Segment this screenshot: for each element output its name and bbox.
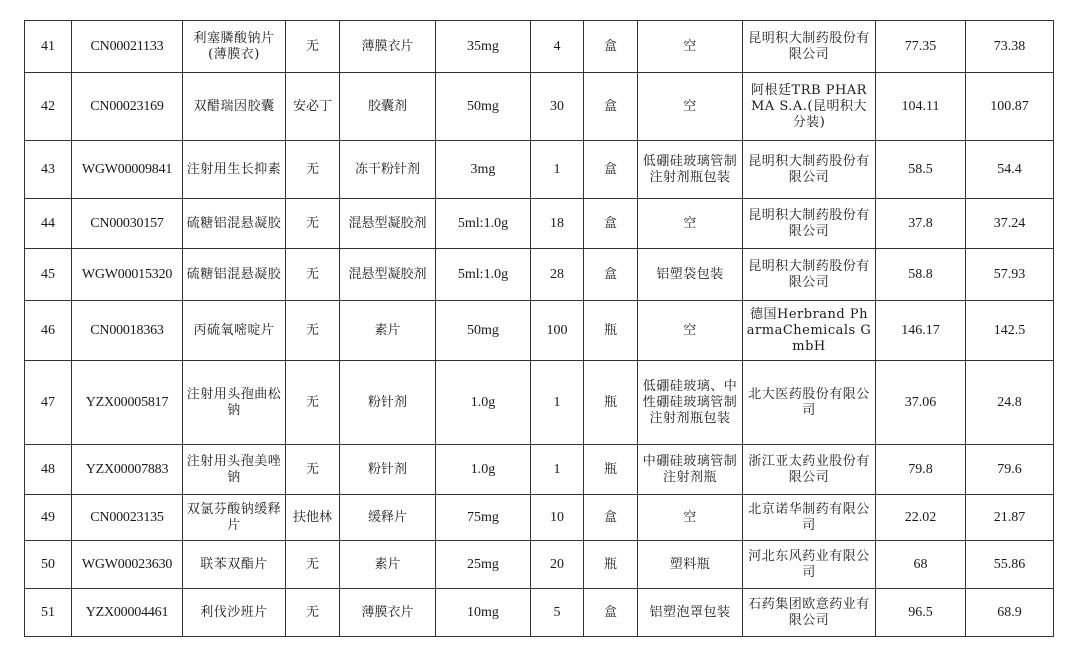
packaging-cell: 塑料瓶: [638, 541, 743, 589]
unit-cell: 盒: [584, 199, 638, 249]
drug-code-cell: CN00018363: [72, 301, 183, 361]
dosage-form-cell: 素片: [340, 301, 436, 361]
dosage-form-cell: 粉针剂: [340, 361, 436, 445]
specification-cell: 50mg: [436, 301, 531, 361]
drug-name-cell: 联苯双酯片: [183, 541, 286, 589]
packaging-cell: 空: [638, 21, 743, 73]
specification-cell: 1.0g: [436, 361, 531, 445]
quantity-cell: 5: [531, 589, 584, 637]
table-row: [25, 141, 1054, 199]
specification-cell: 50mg: [436, 73, 531, 141]
drug-name-cell: 硫糖铝混悬凝胶: [183, 249, 286, 301]
row-number-cell: 49: [25, 495, 72, 541]
quantity-cell: 10: [531, 495, 584, 541]
price-cell-1: 22.02: [876, 495, 966, 541]
quantity-cell: 100: [531, 301, 584, 361]
price-cell-1: 37.8: [876, 199, 966, 249]
quantity-cell: 1: [531, 361, 584, 445]
row-number-cell: 42: [25, 73, 72, 141]
price-cell-1: 146.17: [876, 301, 966, 361]
drug-name-cell: 双氯芬酸钠缓释片: [183, 495, 286, 541]
unit-cell: 盒: [584, 249, 638, 301]
brand-name-cell: 无: [286, 589, 340, 637]
packaging-cell: 低硼硅玻璃管制注射剂瓶包装: [638, 141, 743, 199]
table-row: [25, 73, 1054, 141]
drug-code-cell: CN00023135: [72, 495, 183, 541]
brand-name-cell: 无: [286, 541, 340, 589]
packaging-cell: 中硼硅玻璃管制注射剂瓶: [638, 445, 743, 495]
table-row: [25, 495, 1054, 541]
manufacturer-cell: 昆明积大制药股份有限公司: [743, 21, 876, 73]
specification-cell: 75mg: [436, 495, 531, 541]
drug-code-cell: YZX00004461: [72, 589, 183, 637]
price-cell-2: 142.5: [966, 301, 1054, 361]
drug-code-cell: CN00023169: [72, 73, 183, 141]
specification-cell: 5ml:1.0g: [436, 199, 531, 249]
table-row: [25, 361, 1054, 445]
specification-cell: 5ml:1.0g: [436, 249, 531, 301]
packaging-cell: 空: [638, 301, 743, 361]
manufacturer-cell: 河北东风药业有限公司: [743, 541, 876, 589]
price-cell-2: 73.38: [966, 21, 1054, 73]
dosage-form-cell: 混悬型凝胶剂: [340, 199, 436, 249]
specification-cell: 3mg: [436, 141, 531, 199]
row-number-cell: 46: [25, 301, 72, 361]
drug-code-cell: YZX00007883: [72, 445, 183, 495]
dosage-form-cell: 缓释片: [340, 495, 436, 541]
price-cell-2: 57.93: [966, 249, 1054, 301]
row-number-cell: 50: [25, 541, 72, 589]
unit-cell: 瓶: [584, 361, 638, 445]
packaging-cell: 铝塑袋包装: [638, 249, 743, 301]
quantity-cell: 20: [531, 541, 584, 589]
brand-name-cell: 无: [286, 361, 340, 445]
dosage-form-cell: 胶囊剂: [340, 73, 436, 141]
table-row: [25, 541, 1054, 589]
price-cell-2: 37.24: [966, 199, 1054, 249]
price-cell-1: 96.5: [876, 589, 966, 637]
table-row: [25, 445, 1054, 495]
price-cell-2: 54.4: [966, 141, 1054, 199]
row-number-cell: 41: [25, 21, 72, 73]
price-cell-1: 68: [876, 541, 966, 589]
drug-name-cell: 利塞膦酸钠片(薄膜衣): [183, 21, 286, 73]
drug-name-cell: 注射用头孢美唑钠: [183, 445, 286, 495]
row-number-cell: 51: [25, 589, 72, 637]
drug-name-cell: 利伐沙班片: [183, 589, 286, 637]
table-row: [25, 249, 1054, 301]
drug-code-cell: WGW00015320: [72, 249, 183, 301]
quantity-cell: 28: [531, 249, 584, 301]
unit-cell: 盒: [584, 141, 638, 199]
price-cell-1: 77.35: [876, 21, 966, 73]
quantity-cell: 4: [531, 21, 584, 73]
price-cell-2: 100.87: [966, 73, 1054, 141]
price-cell-2: 21.87: [966, 495, 1054, 541]
table-row: [25, 301, 1054, 361]
row-number-cell: 45: [25, 249, 72, 301]
quantity-cell: 30: [531, 73, 584, 141]
manufacturer-cell: 德国Herbrand PharmaChemicals GmbH: [743, 301, 876, 361]
table-row: [25, 199, 1054, 249]
price-cell-2: 24.8: [966, 361, 1054, 445]
row-number-cell: 44: [25, 199, 72, 249]
packaging-cell: 空: [638, 199, 743, 249]
specification-cell: 10mg: [436, 589, 531, 637]
brand-name-cell: 无: [286, 141, 340, 199]
unit-cell: 盒: [584, 495, 638, 541]
manufacturer-cell: 北京诺华制药有限公司: [743, 495, 876, 541]
unit-cell: 盒: [584, 21, 638, 73]
table-row: [25, 589, 1054, 637]
manufacturer-cell: 昆明积大制药股份有限公司: [743, 141, 876, 199]
drug-name-cell: 双醋瑞因胶囊: [183, 73, 286, 141]
dosage-form-cell: 混悬型凝胶剂: [340, 249, 436, 301]
specification-cell: 35mg: [436, 21, 531, 73]
drug-code-cell: CN00021133: [72, 21, 183, 73]
specification-cell: 25mg: [436, 541, 531, 589]
unit-cell: 瓶: [584, 541, 638, 589]
dosage-form-cell: 素片: [340, 541, 436, 589]
brand-name-cell: 无: [286, 249, 340, 301]
price-cell-2: 55.86: [966, 541, 1054, 589]
table-row: [25, 21, 1054, 73]
manufacturer-cell: 昆明积大制药股份有限公司: [743, 199, 876, 249]
specification-cell: 1.0g: [436, 445, 531, 495]
price-cell-1: 37.06: [876, 361, 966, 445]
unit-cell: 盒: [584, 73, 638, 141]
dosage-form-cell: 冻干粉针剂: [340, 141, 436, 199]
packaging-cell: 空: [638, 73, 743, 141]
quantity-cell: 18: [531, 199, 584, 249]
packaging-cell: 低硼硅玻璃、中性硼硅玻璃管制注射剂瓶包装: [638, 361, 743, 445]
unit-cell: 瓶: [584, 445, 638, 495]
manufacturer-cell: 阿根廷TRB PHARMA S.A.(昆明积大分装): [743, 73, 876, 141]
brand-name-cell: 无: [286, 301, 340, 361]
drug-name-cell: 丙硫氧嘧啶片: [183, 301, 286, 361]
table-body: [25, 21, 1054, 637]
drug-code-cell: YZX00005817: [72, 361, 183, 445]
row-number-cell: 48: [25, 445, 72, 495]
brand-name-cell: 扶他林: [286, 495, 340, 541]
quantity-cell: 1: [531, 141, 584, 199]
row-number-cell: 47: [25, 361, 72, 445]
price-cell-2: 68.9: [966, 589, 1054, 637]
drug-price-table: [24, 20, 1054, 637]
brand-name-cell: 无: [286, 199, 340, 249]
unit-cell: 盒: [584, 589, 638, 637]
price-cell-2: 79.6: [966, 445, 1054, 495]
brand-name-cell: 无: [286, 445, 340, 495]
drug-name-cell: 硫糖铝混悬凝胶: [183, 199, 286, 249]
brand-name-cell: 无: [286, 21, 340, 73]
manufacturer-cell: 石药集团欧意药业有限公司: [743, 589, 876, 637]
packaging-cell: 铝塑泡罩包装: [638, 589, 743, 637]
dosage-form-cell: 薄膜衣片: [340, 21, 436, 73]
drug-name-cell: 注射用头孢曲松钠: [183, 361, 286, 445]
manufacturer-cell: 昆明积大制药股份有限公司: [743, 249, 876, 301]
manufacturer-cell: 浙江亚太药业股份有限公司: [743, 445, 876, 495]
packaging-cell: 空: [638, 495, 743, 541]
price-cell-1: 58.8: [876, 249, 966, 301]
manufacturer-cell: 北大医药股份有限公司: [743, 361, 876, 445]
price-cell-1: 58.5: [876, 141, 966, 199]
quantity-cell: 1: [531, 445, 584, 495]
price-cell-1: 79.8: [876, 445, 966, 495]
price-cell-1: 104.11: [876, 73, 966, 141]
drug-code-cell: WGW00009841: [72, 141, 183, 199]
row-number-cell: 43: [25, 141, 72, 199]
brand-name-cell: 安必丁: [286, 73, 340, 141]
dosage-form-cell: 粉针剂: [340, 445, 436, 495]
dosage-form-cell: 薄膜衣片: [340, 589, 436, 637]
drug-code-cell: WGW00023630: [72, 541, 183, 589]
drug-code-cell: CN00030157: [72, 199, 183, 249]
unit-cell: 瓶: [584, 301, 638, 361]
drug-name-cell: 注射用生长抑素: [183, 141, 286, 199]
